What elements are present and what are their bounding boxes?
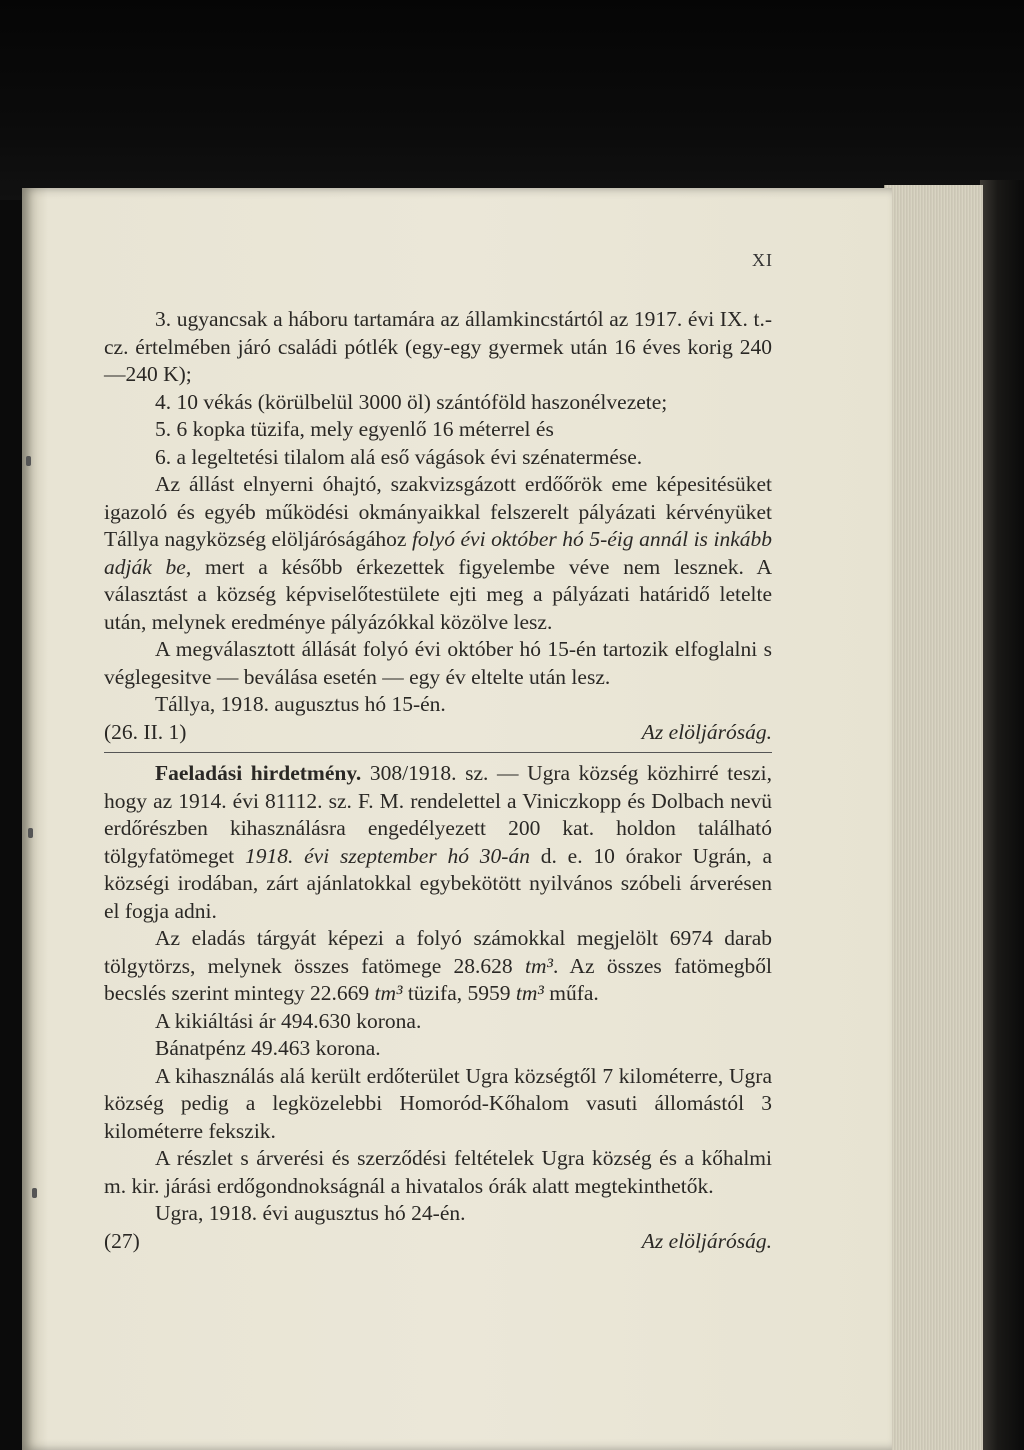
deposit: Bánatpénz 49.463 korona. xyxy=(155,1036,381,1060)
reference-number-2: (27) xyxy=(104,1228,140,1253)
place-date-1: Tállya, 1918. augusztus hó 15-én. xyxy=(155,692,446,716)
signature-row-1 xyxy=(104,719,772,747)
page-edges xyxy=(884,185,983,1450)
item-3: 3. ugyancsak a háboru tartamára az államkincstártól az 1917. évi IX. t.-cz. értelmében járó családi pótlék (egy-egy gyermek után 16 éves korig 240—240 K); xyxy=(104,307,772,386)
signature-2: Az elöljáróság. xyxy=(641,1228,772,1253)
appointment-paragraph: A megválasztott állását folyó évi október hó 15-én tartozik elfoglalni s véglegesitve — beválása esetén — egy év eltelte után lesz. xyxy=(104,637,772,689)
scan-shadow xyxy=(0,0,1024,200)
notice-heading: Faeladási hirdetmény. xyxy=(155,761,362,785)
auction-date: 1918. évi szeptember hó 30-án xyxy=(244,843,530,868)
item-6: 6. a legeltetési tilalom alá eső vágások évi szénatermése. xyxy=(155,444,643,469)
item-4: 4. 10 vékás (körülbelül 3000 öl) szántóföld haszonélvezete; xyxy=(155,389,668,414)
timber-sale-intro: Faeladási hirdetmény. 308/1918. sz. — Ugra község közhirré teszi, hogy az 1914. évi 81112. sz. F. M. rendelettel a Viniczkopp és Dolbach nevü erdőrészben kihasználásra engedélyezett 200 kat. holdon található tölgyfatömeget 1918. évi szeptember hó 30-án d. e. 10 órakor Ugrán, a községi irodában, zárt ajánlatokkal egybekötött nyilvános szóbeli árverésen el fogja adni. xyxy=(104,761,773,923)
section-divider xyxy=(104,752,772,753)
starting-price: A kikiáltási ár 494.630 korona. xyxy=(155,1008,422,1033)
reference-number-1: (26. II. 1) xyxy=(104,719,187,744)
location-paragraph: A kihasználás alá került erdőterület Ugra községtől 7 kilométerre, Ugra község pedig a legközelebbi Homoród-Kőhalom vasuti állomástól 3 kilométerre fekszik. xyxy=(104,1063,772,1143)
application-paragraph: Az állást elnyerni óhajtó, szakvizsgázott erdőőrök eme képesitésüket igazoló és egyéb működési okmányaikkal felszerelt pályázati kérvényüket Tállya nagyközség elöljáróságához folyó évi október hó 5-éig annál is inkább adják be, mert a később érkezettek figyelembe véve nem lesznek. A választást a község képviselőtestülete ejti meg a pályázati határidő letelte után, melynek eredménye pályázókkal közölve lesz. xyxy=(104,472,773,634)
margin-mark xyxy=(32,1188,37,1198)
place-date-2: Ugra, 1918. évi augusztus hó 24-én. xyxy=(155,1201,466,1225)
conditions-paragraph: A részlet s árverési és szerződési feltételek Ugra község és a kőhalmi m. kir. járási erdőgondnokságnál a hivatalos órák alatt megtekinthetők. xyxy=(104,1146,772,1198)
deadline-text: folyó évi október hó 5-éig annál is inkább adják be, xyxy=(104,527,772,579)
document-text xyxy=(104,306,772,1255)
signature-row-2 xyxy=(104,1228,772,1256)
signature-1: Az elöljáróság. xyxy=(641,719,772,744)
page-number: XI xyxy=(752,250,773,270)
margin-mark xyxy=(26,456,31,466)
timber-volume-paragraph: Az eladás tárgyát képezi a folyó számokkal megjelölt 6974 darab tölgytörzs, melynek összes fatömege 28.628 tm³. Az összes fatömegből becslés szerint mintegy 22.669 tm³ tüzifa, 5959 tm³ műfa. xyxy=(104,926,772,1005)
book-cover-edge xyxy=(980,180,1024,1450)
margin-mark xyxy=(28,828,33,838)
item-5: 5. 6 kopka tüzifa, mely egyenlő 16 méterrel és xyxy=(155,417,554,441)
